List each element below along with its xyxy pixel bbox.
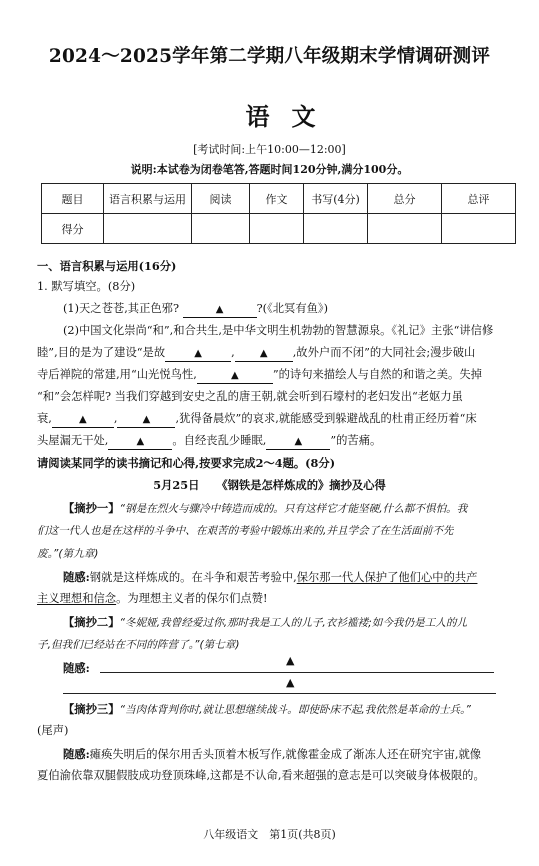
blank-mark: ▲ — [194, 348, 202, 359]
question-text: , — [113, 412, 118, 425]
excerpt-1 — [63, 497, 467, 520]
answer-blank[interactable] — [165, 346, 231, 362]
blank-mark: ▲ — [142, 414, 151, 425]
excerpt-text — [37, 634, 240, 656]
blank-mark: ▲ — [259, 348, 268, 359]
table-cell: 语言积累与运用 — [104, 184, 192, 214]
thought-text: 。为理想主义者的保尔们点赞! — [116, 592, 268, 605]
excerpt-text: “冬妮娅,我曾经爱过你,那时我是工人的儿子,衣衫褴褛;如今我仍是工人的儿 — [119, 617, 468, 629]
notes-date-title: 5月25日 《钢铁是怎样炼成的》摘抄及心得 — [153, 478, 386, 492]
excerpt-label: 【摘抄一】 — [63, 501, 120, 515]
answer-blank[interactable] — [266, 434, 330, 450]
exam-note: 说明:本试卷为闭卷笔答,答题时间120分钟,满分100分。 — [130, 163, 409, 176]
answer-blank[interactable] — [197, 368, 273, 384]
question-text: (1)天之苍苍,其正色邪? — [63, 302, 180, 315]
exam-title: 2024～2025学年第二学期八年级期末学情调研测评 — [48, 46, 491, 67]
table-cell: 得分 — [42, 214, 104, 244]
answer-line[interactable] — [63, 693, 496, 694]
excerpt-2 — [63, 611, 467, 634]
subject-title: 语文 — [245, 102, 338, 131]
thought-1 — [63, 566, 477, 589]
score-input-cell[interactable] — [192, 214, 250, 244]
score-table-header-row — [42, 184, 516, 214]
blank-mark: ▲ — [286, 676, 295, 689]
blank-mark: ▲ — [79, 414, 87, 425]
excerpt-text: 子,但我们已经站在不同的阵营了。”(第七章) — [37, 639, 240, 651]
excerpt-label: 【摘抄三】 — [63, 702, 120, 716]
underlined-phrase: 保尔那一代人保护了他们心中的共产 — [296, 571, 478, 584]
blank-mark: ▲ — [136, 436, 145, 447]
thought-label: 随感: — [63, 570, 90, 584]
blank-mark: ▲ — [215, 304, 224, 315]
question-text: ”的诗句来描绘人与自然的和谐之美。失掉 — [272, 368, 482, 381]
table-cell: 书写(4分) — [304, 184, 368, 214]
excerpt-text: “当肉体背判你时,就让思想继续战斗。即使卧床不起,我依然是革命的士兵。” — [119, 704, 471, 716]
thought-text: 钢就是这样炼成的。在斗争和艰苦考验中, — [89, 571, 297, 584]
table-cell: 题目 — [42, 184, 104, 214]
score-input-cell[interactable] — [368, 214, 442, 244]
question-1-2-line: (2)中国文化崇尚“和”,和合共生,是中华文明生机勃勃的智慧源泉。《礼记》主张“讲信修 — [63, 324, 494, 337]
excerpt-text: “钢是在烈火与骤冷中铸造而成的。只有这样它才能坚硬,什么都不惧怕。我 — [119, 503, 468, 515]
thought-text: 瘫痪失明后的保尔用舌头顶着木板写作,就像霍金成了渐冻人还在研究宇宙,就像 — [89, 748, 482, 761]
question-text: 寺后禅院的常建,用“山光悦鸟性, — [37, 368, 197, 381]
excerpt-3 — [63, 698, 471, 721]
score-input-cell[interactable] — [250, 214, 304, 244]
table-cell: 总评 — [442, 184, 516, 214]
score-table-score-row — [42, 214, 516, 244]
excerpt-text: 废。”(第九章) — [37, 548, 99, 560]
thought-label: 随感: — [63, 661, 90, 675]
answer-line[interactable] — [100, 672, 494, 673]
thought-3 — [63, 743, 481, 766]
thought-text: 夏伯渝依靠双腿假肢成功登顶珠峰,这都是不认命,看来超强的意志是可以突破身体极限的。 — [37, 769, 485, 782]
underlined-phrase: 主义理想和信念 — [37, 592, 117, 605]
table-cell: 总分 — [368, 184, 442, 214]
answer-blank[interactable] — [183, 302, 257, 318]
question-text: ?(《北冥有鱼》) — [256, 302, 328, 315]
question-1-2-line — [37, 430, 381, 452]
section-heading: 一、语言积累与运用(16分) — [37, 259, 177, 273]
table-cell: 作文 — [250, 184, 304, 214]
answer-blank[interactable] — [117, 412, 175, 428]
thought-label: 随感: — [63, 747, 90, 761]
answer-blank[interactable] — [235, 346, 293, 362]
blank-mark: ▲ — [230, 370, 239, 381]
question-text: 。自经丧乱少睡眠, — [172, 434, 267, 447]
question-text: ,犹得备晨炊”的哀求,就能感受到躲避战乱的杜甫正经历着“床 — [175, 412, 477, 425]
blank-mark: ▲ — [294, 436, 303, 447]
question-1-1 — [63, 298, 328, 320]
excerpt-text: (尾声) — [37, 724, 69, 737]
score-input-cell[interactable] — [104, 214, 192, 244]
table-cell: 阅读 — [192, 184, 250, 214]
question-1-2-line — [37, 364, 482, 386]
question-1: 1. 默写填空。(8分) — [37, 280, 136, 293]
excerpt-text: 们这一代人也是在这样的斗争中、在艰苦的考验中锻炼出来的,并且学会了在生活面前不先 — [37, 525, 454, 537]
question-text: , — [231, 346, 235, 359]
score-table — [41, 183, 516, 244]
thought-1-line-2 — [37, 588, 268, 610]
answer-blank[interactable] — [52, 412, 114, 428]
answer-blank[interactable] — [108, 434, 172, 450]
question-1-2-line — [37, 342, 475, 364]
exam-time: [考试时间:上午10:00—12:00] — [193, 143, 346, 156]
question-text: 睦”,目的是为了建设“是故 — [37, 346, 166, 359]
question-text: 衰, — [37, 412, 52, 425]
score-input-cell[interactable] — [304, 214, 368, 244]
question-1-2-line — [37, 408, 477, 430]
question-1-2-line: “和”会怎样呢? 当我们穿越到安史之乱的唐王朝,就会听到石壕村的老妇发出“老妪力虽 — [37, 390, 463, 403]
excerpt-text — [37, 543, 98, 565]
blank-mark: ▲ — [286, 654, 295, 667]
question-text: 头屋漏无干处, — [37, 434, 109, 447]
question-text: ”的苦痛。 — [330, 434, 382, 447]
question-text: ,故外户而不闭”的大同社会;漫步破山 — [292, 346, 476, 359]
excerpt-label: 【摘抄二】 — [63, 615, 120, 629]
page-footer: 八年级语文 第1页(共8页) — [203, 828, 336, 841]
score-input-cell[interactable] — [442, 214, 516, 244]
reading-instructions: 请阅读某同学的读书摘记和心得,按要求完成2～4题。(8分) — [37, 456, 336, 470]
